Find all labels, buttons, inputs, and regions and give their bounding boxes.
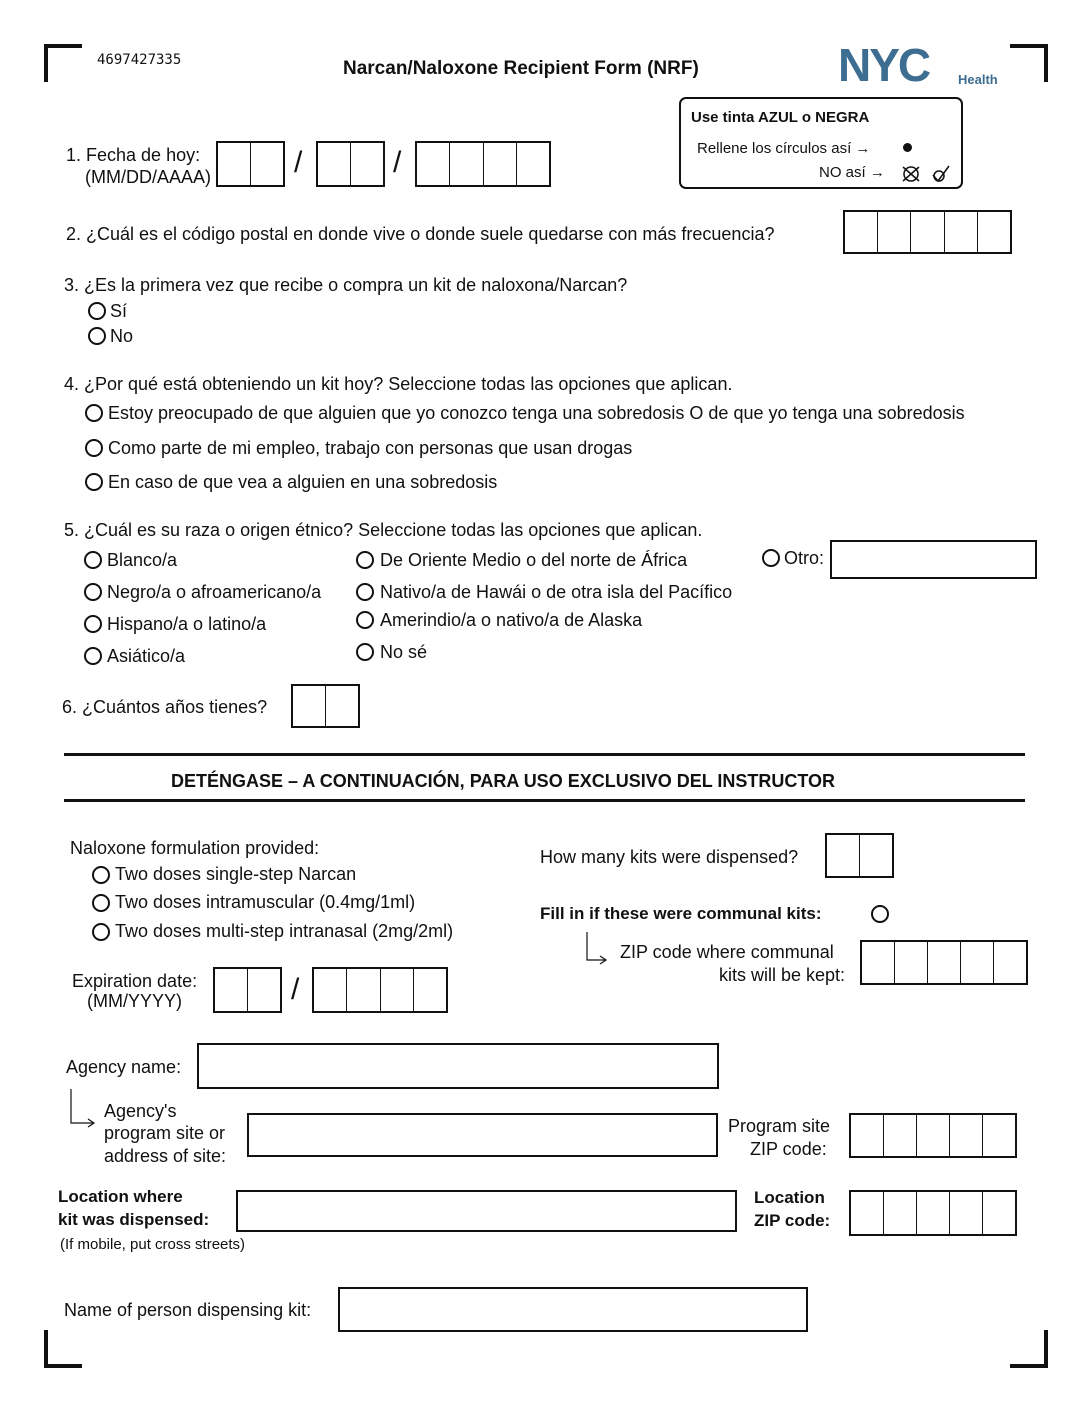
q5-option-mena: De Oriente Medio o del norte de África (380, 550, 688, 570)
location-field[interactable] (236, 1190, 737, 1232)
program-zip-boxes[interactable] (849, 1113, 1017, 1158)
location-zip-label-1: Location (754, 1188, 825, 1207)
dispenser-label: Name of person dispensing kit: (64, 1300, 312, 1320)
q2-zip-boxes[interactable] (843, 210, 1012, 254)
formulation-label: Naloxone formulation provided: (70, 838, 320, 858)
q5-option-white: Blanco/a (107, 550, 178, 570)
location-note: (If mobile, put cross streets) (60, 1236, 246, 1253)
q1-label: 1. Fecha de hoy: (66, 145, 201, 165)
q4-radio-1[interactable] (85, 404, 103, 422)
corner-mark-top-right (1010, 44, 1048, 82)
q5-radio-native[interactable] (356, 611, 374, 629)
q1-year-boxes[interactable] (415, 141, 551, 187)
q1-format: (MM/DD/AAAA) (85, 167, 211, 187)
location-label-2: kit was dispensed: (58, 1210, 210, 1229)
agency-name-label: Agency name: (66, 1057, 182, 1077)
communal-zip-boxes[interactable] (860, 940, 1028, 985)
ink-heading: Use tinta AZUL o NEGRA (691, 109, 870, 126)
communal-zip-label-2: kits will be kept: (719, 965, 846, 985)
q5-radio-mena[interactable] (356, 551, 374, 569)
corner-mark-top-left (44, 44, 82, 82)
communal-zip-label-1: ZIP code where communal (620, 942, 834, 962)
program-zip-label-2: ZIP code: (750, 1139, 827, 1159)
communal-radio[interactable] (871, 905, 889, 923)
location-label-1: Location where (58, 1187, 183, 1206)
q1-month-boxes[interactable] (216, 141, 285, 187)
stop-banner: DETÉNGASE – A CONTINUACIÓN, PARA USO EXCLUSIVO DEL INSTRUCTOR (171, 771, 836, 791)
agency-site-label-1: Agency's (104, 1101, 177, 1121)
ink-not-like: NO así → (819, 164, 885, 181)
expiration-label: Expiration date: (72, 971, 198, 991)
communal-arrow-icon (583, 932, 613, 966)
agency-site-label-2: program site or (104, 1123, 226, 1143)
q1-sep-2: / (393, 146, 402, 179)
location-zip-label-2: ZIP code: (754, 1211, 831, 1230)
q5-option-native: Amerindio/a o nativo/a de Alaska (380, 610, 643, 630)
q4-radio-2[interactable] (85, 439, 103, 457)
q5-radio-white[interactable] (84, 551, 102, 569)
q1-sep-1: / (294, 146, 303, 179)
q5-label: 5. ¿Cuál es su raza o origen étnico? Seleccione todas las opciones que aplican. (64, 520, 703, 540)
agency-site-label-3: address of site: (104, 1146, 227, 1166)
q5-radio-other[interactable] (762, 549, 780, 567)
q4-option-2: Como parte de mi empleo, trabajo con personas que usan drogas (108, 438, 633, 458)
agency-name-field[interactable] (197, 1043, 719, 1089)
logo-nyc-text: NYC (838, 39, 930, 91)
banner-rule-bottom (64, 799, 1025, 802)
q5-other-field[interactable] (830, 540, 1037, 579)
formulation-radio-narcan[interactable] (92, 866, 110, 884)
q1-day-boxes[interactable] (316, 141, 385, 187)
q5-option-hispanic: Hispano/a o latino/a (107, 614, 267, 634)
q2-label: 2. ¿Cuál es el código postal en donde vive o donde suele quedarse con más frecuencia? (66, 224, 775, 244)
nyc-health-logo (838, 40, 1008, 90)
formulation-option-im: Two doses intramuscular (0.4mg/1ml) (115, 892, 416, 912)
q5-radio-asian[interactable] (84, 647, 102, 665)
q5-option-unknown: No sé (380, 642, 428, 662)
q4-option-1: Estoy preocupado de que alguien que yo conozco tenga una sobredosis O de que yo tenga una sobredosis (108, 403, 965, 423)
formulation-radio-intranasal[interactable] (92, 923, 110, 941)
q4-label: 4. ¿Por qué está obteniendo un kit hoy? Seleccione todas las opciones que aplican. (64, 374, 733, 394)
kits-dispensed-label: How many kits were dispensed? (540, 847, 799, 867)
formulation-option-intranasal: Two doses multi-step intranasal (2mg/2ml) (115, 921, 454, 941)
q5-option-pacific: Nativo/a de Hawái o de otra isla del Pacífico (380, 582, 733, 602)
q6-label: 6. ¿Cuántos años tienes? (62, 697, 268, 717)
expiration-month-boxes[interactable] (213, 967, 282, 1013)
agency-site-arrow-icon (66, 1089, 100, 1129)
banner-rule-top (64, 753, 1025, 756)
expiration-format: (MM/YYYY) (87, 991, 183, 1011)
kits-dispensed-boxes[interactable] (825, 833, 894, 878)
corner-mark-bottom-right (1010, 1330, 1048, 1368)
formulation-radio-im[interactable] (92, 894, 110, 912)
q5-radio-unknown[interactable] (356, 643, 374, 661)
agency-site-field[interactable] (247, 1113, 718, 1157)
logo-health-text: Health (958, 72, 998, 87)
q3-radio-yes[interactable] (88, 302, 106, 320)
ink-fill-like: Rellene los círculos así → (697, 140, 871, 157)
q5-option-other: Otro: (784, 548, 825, 568)
q5-option-asian: Asiático/a (107, 646, 186, 666)
corner-mark-bottom-left (44, 1330, 82, 1368)
expiration-year-boxes[interactable] (312, 967, 448, 1013)
q5-radio-hispanic[interactable] (84, 615, 102, 633)
q3-radio-no[interactable] (88, 327, 106, 345)
form-id: 4697427335 (97, 52, 182, 68)
filled-circle-example-icon (903, 143, 912, 152)
q4-option-3: En caso de que vea a alguien en una sobredosis (108, 472, 498, 492)
wrong-marks-example-icon (899, 163, 951, 185)
q3-label: 3. ¿Es la primera vez que recibe o compra un kit de naloxona/Narcan? (64, 275, 628, 295)
q3-option-yes: Sí (110, 301, 128, 321)
q3-option-no: No (110, 326, 134, 346)
q5-radio-black[interactable] (84, 583, 102, 601)
page-title: Narcan/Naloxone Recipient Form (NRF) (343, 58, 699, 79)
ink-instruction-box (679, 97, 963, 189)
q6-age-boxes[interactable] (291, 684, 360, 728)
program-zip-label-1: Program site (728, 1116, 831, 1136)
communal-label: Fill in if these were communal kits: (540, 904, 822, 923)
formulation-option-narcan: Two doses single-step Narcan (115, 864, 357, 884)
location-zip-boxes[interactable] (849, 1190, 1017, 1236)
dispenser-field[interactable] (338, 1287, 808, 1332)
expiration-sep: / (291, 973, 300, 1006)
q5-option-black: Negro/a o afroamericano/a (107, 582, 322, 602)
q5-radio-pacific[interactable] (356, 583, 374, 601)
q4-radio-3[interactable] (85, 473, 103, 491)
